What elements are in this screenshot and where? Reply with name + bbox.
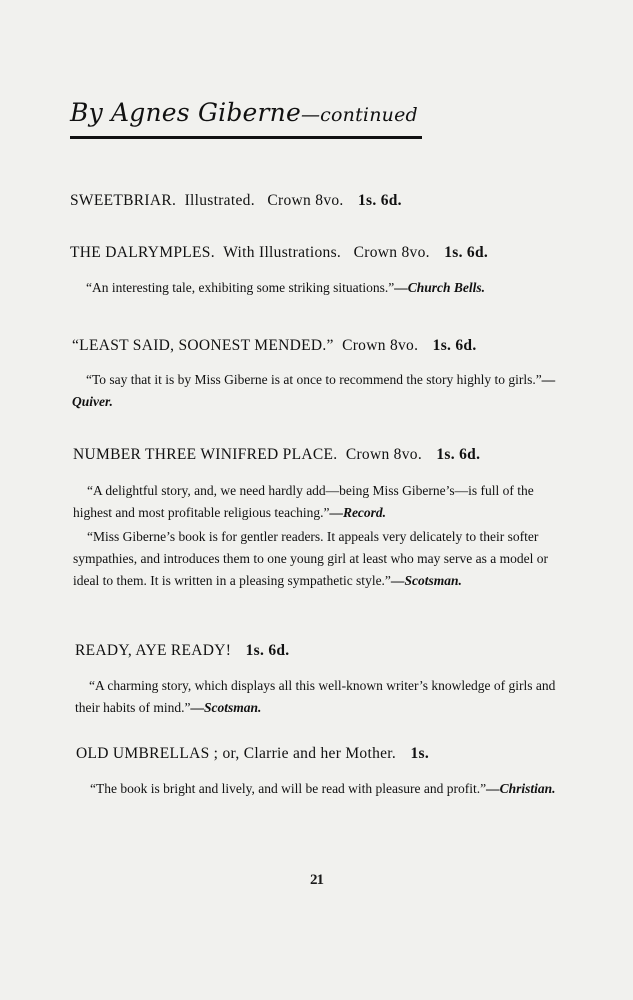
entry-price: 1s. 6d. bbox=[357, 192, 402, 209]
quote-text: “A charming story, which displays all this well-known writer’s knowledge of girls and their habits of mind.” bbox=[75, 678, 556, 715]
entry-title-dalrymples bbox=[70, 244, 488, 262]
review-quote bbox=[73, 480, 567, 524]
quote-source: —Church Bells. bbox=[394, 280, 485, 295]
quote-source: —Record. bbox=[329, 505, 387, 520]
entry-title-ready-aye-ready bbox=[75, 642, 290, 660]
entry-details: Illustrated. Crown 8vo. bbox=[184, 192, 344, 209]
quote-source: —Quiver. bbox=[72, 372, 556, 409]
quote-text: “An interesting tale, exhibiting some striking situations.” bbox=[86, 280, 395, 295]
entry-title-least-said bbox=[72, 337, 477, 355]
page-number: 21 bbox=[310, 872, 323, 888]
header-title: By Agnes Giberne bbox=[70, 98, 301, 127]
review-quote bbox=[72, 277, 564, 299]
quote-source: —Christian. bbox=[486, 781, 556, 796]
entry-title-winifred-place bbox=[73, 446, 480, 464]
review-quote bbox=[76, 778, 570, 800]
entry-name: SWEETBRIAR. bbox=[70, 192, 177, 209]
entry-details: Crown 8vo. bbox=[345, 446, 423, 463]
quote-text: “The book is bright and lively, and will be read with pleasure and profit.” bbox=[90, 781, 487, 796]
entry-name: READY, AYE READY! bbox=[75, 642, 232, 659]
entry-price: 1s. bbox=[410, 745, 429, 762]
quote-text: “Miss Giberne’s book is for gentler readers. It appeals very delicately to their softer sympathies, and introduces them to one young girl at least who may serve as a model or ideal to them. It is written in a pleasing sympathetic style.” bbox=[73, 529, 549, 588]
quote-text: “A delightful story, and, we need hardly add—being Miss Giberne’s—is full of the highest and most profitable religious teaching.” bbox=[73, 483, 534, 520]
entry-name: “LEAST SAID, SOONEST MENDED.” bbox=[72, 337, 334, 354]
entry-price: 1s. 6d. bbox=[432, 337, 477, 354]
quote-text: “To say that it is by Miss Giberne is at once to recommend the story highly to girls.” bbox=[86, 372, 542, 387]
entry-details: Crown 8vo. bbox=[342, 337, 419, 354]
entry-name: NUMBER THREE WINIFRED PLACE. bbox=[73, 446, 338, 463]
entry-title-old-umbrellas bbox=[76, 745, 429, 763]
review-quote bbox=[72, 369, 566, 413]
quote-source: —Scotsman. bbox=[190, 700, 262, 715]
review-quote bbox=[75, 675, 567, 719]
entry-price: 1s. 6d. bbox=[444, 244, 489, 261]
entry-name: THE DALRYMPLES. bbox=[70, 244, 215, 261]
entry-price: 1s. 6d. bbox=[245, 642, 290, 659]
entry-price: 1s. 6d. bbox=[436, 446, 481, 463]
header-continued: —continued bbox=[300, 104, 418, 126]
page-header bbox=[70, 98, 422, 127]
review-quote bbox=[73, 526, 567, 592]
entry-name: OLD UMBRELLAS ; or, Clarrie and her Mother. bbox=[76, 745, 397, 762]
entry-details: With Illustrations. Crown 8vo. bbox=[223, 244, 430, 261]
quote-source: —Scotsman. bbox=[390, 573, 462, 588]
header-rule bbox=[70, 136, 422, 139]
entry-title-sweetbriar bbox=[70, 192, 402, 210]
